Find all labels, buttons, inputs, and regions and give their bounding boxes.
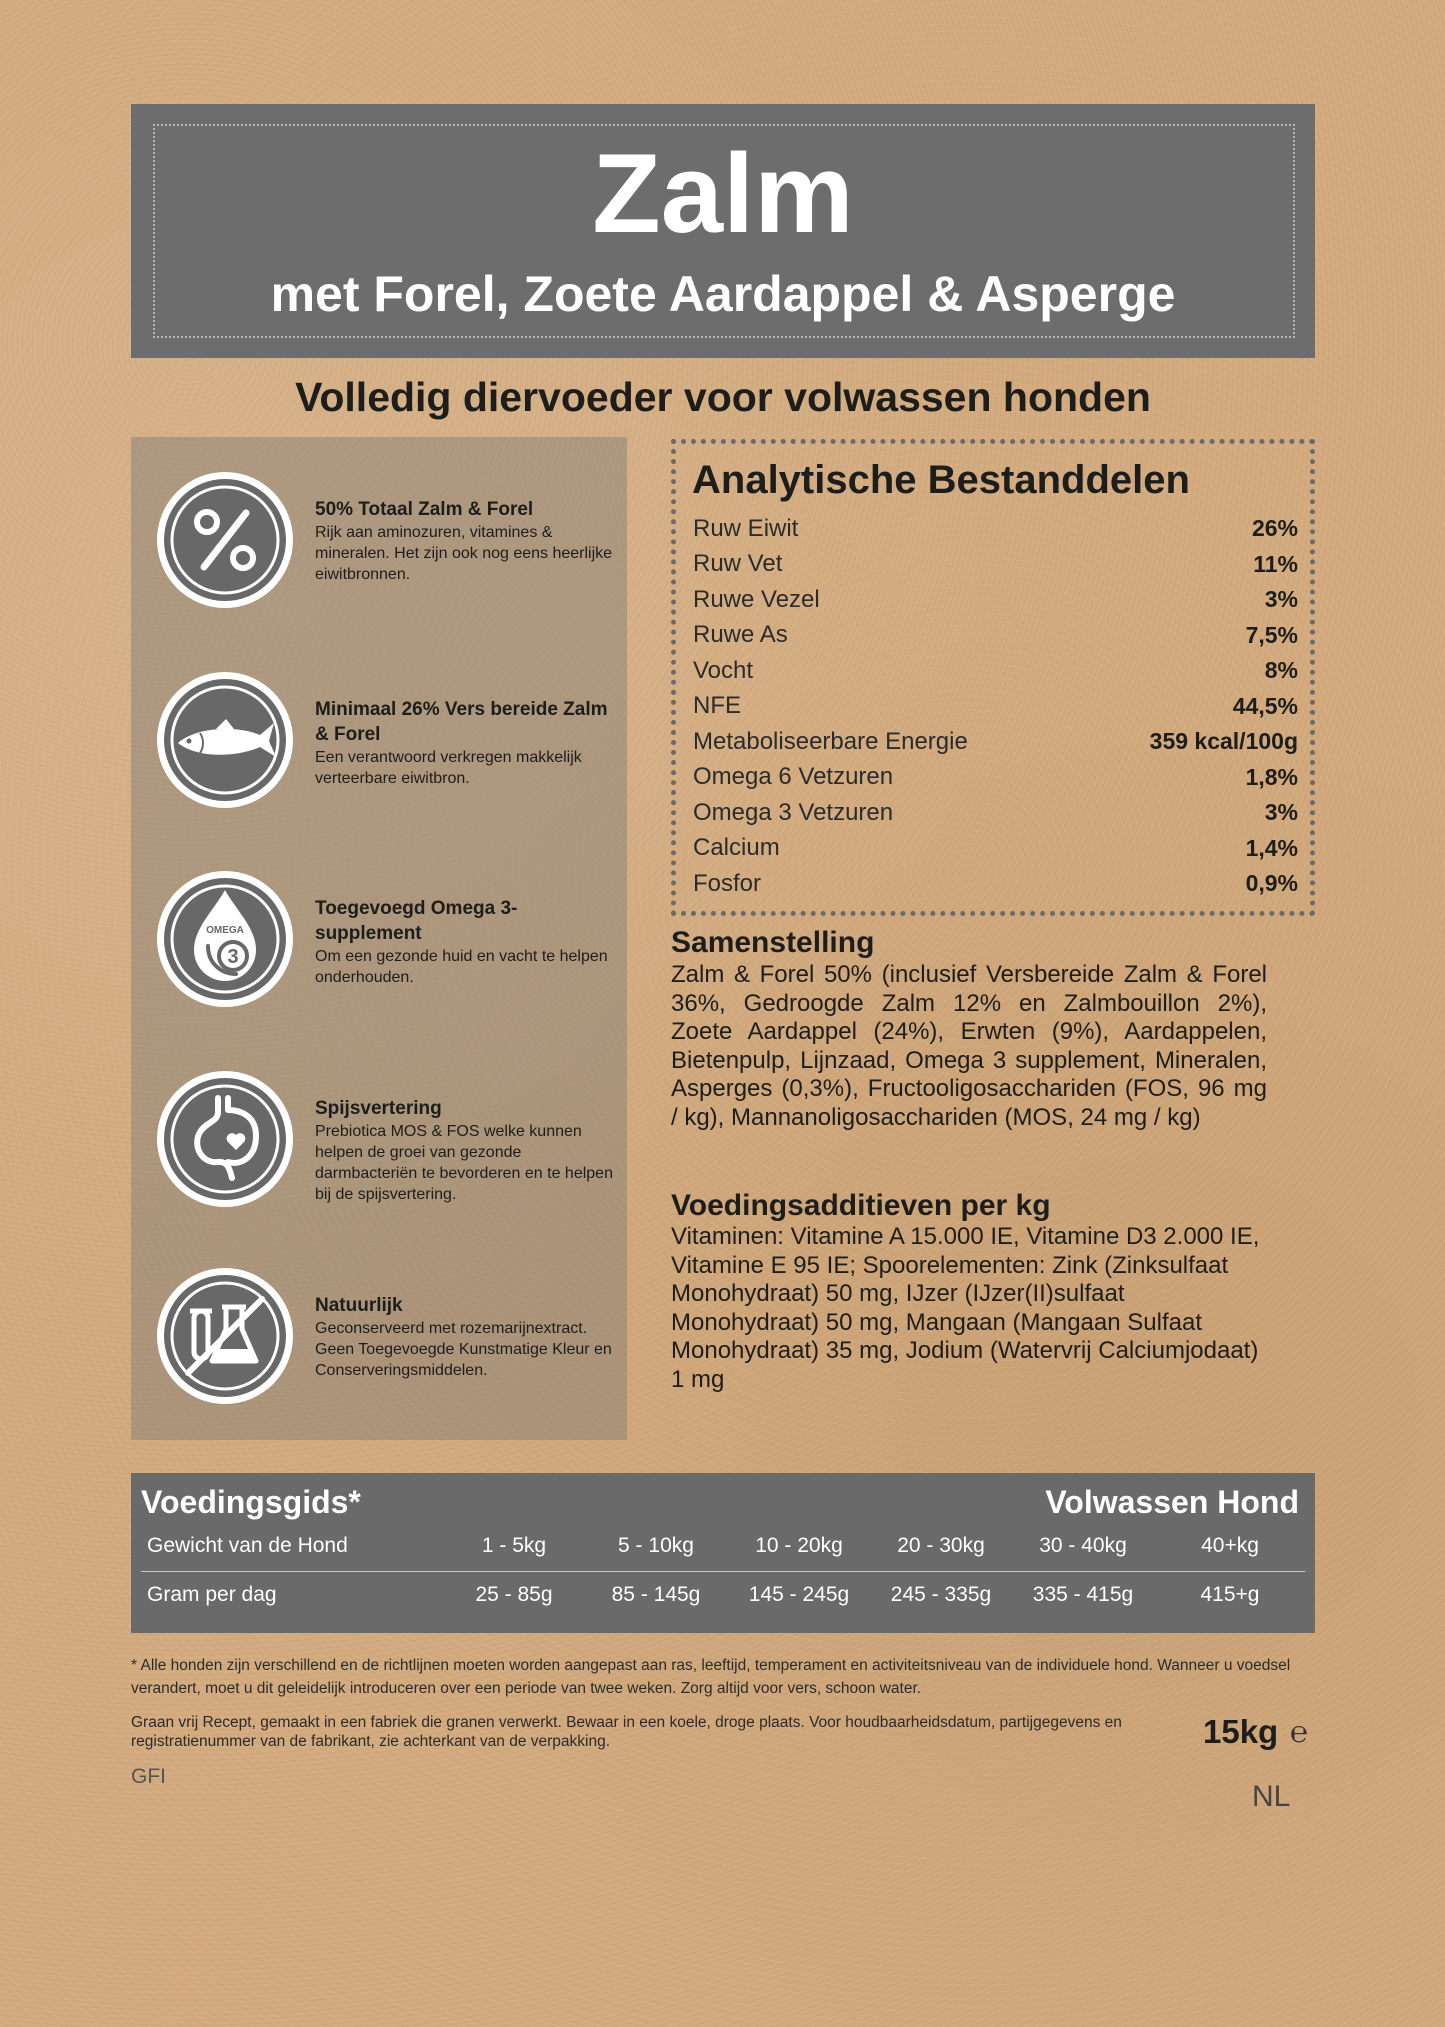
analytics-row bbox=[693, 831, 1298, 867]
guide-row-grams bbox=[131, 1575, 1315, 1615]
composition-title: Samenstelling bbox=[671, 926, 875, 959]
analytics-label: Ruw Eiwit bbox=[693, 514, 799, 542]
product-title: Zalm bbox=[592, 131, 854, 256]
analytics-value: 1,8% bbox=[1245, 763, 1298, 790]
tagline: Volledig diervoeder voor volwassen honden bbox=[295, 374, 1151, 420]
omega-icon-label: OMEGA bbox=[206, 925, 244, 936]
omega-3-drop-icon bbox=[156, 870, 294, 1008]
salmon-fish-icon bbox=[156, 671, 294, 809]
percent-icon bbox=[156, 471, 294, 609]
analytics-label: Vocht bbox=[693, 656, 754, 684]
analytics-label: Ruwe Vezel bbox=[693, 585, 820, 613]
feature-item bbox=[131, 1070, 627, 1210]
feeding-guide bbox=[131, 1473, 1315, 1633]
feature-description: Om een gezonde huid en vacht te helpen onderhouden. bbox=[315, 948, 608, 986]
analytics-value: 3% bbox=[1264, 586, 1298, 613]
feature-item bbox=[131, 471, 627, 611]
analytics-value: 7,5% bbox=[1245, 621, 1298, 648]
guide-cell: 25 - 85g bbox=[475, 1583, 553, 1606]
product-code: GFI bbox=[131, 1765, 166, 1788]
composition-text: Zalm & Forel 50% (inclusief Versbereide Zalm & Forel 36%, Gedroogde Zalm 12% en Zalmbouillon 2%), Zoete Aardappel (24%), Erwten (9%), Aardappelen, Bietenpulp, Lijnzaad, Omega 3 supplement, Mineralen, Asperges (0,3%), Fructooligosacchariden (FOS, 96 mg / kg), Mannanoligosacchariden (MOS, 24 mg / kg) bbox=[671, 961, 1267, 1131]
guide-cell: 85 - 145g bbox=[611, 1583, 701, 1606]
guide-cell: 145 - 245g bbox=[748, 1583, 850, 1606]
analytics-row bbox=[693, 582, 1298, 618]
analytics-row bbox=[693, 653, 1298, 689]
storage-info: Graan vrij Recept, gemaakt in een fabriek die granen verwerkt. Bewaar in een koele, droge plaats. Voor houdbaarheidsdatum, partijgegevens en registratienummer van de fabrikant, zie achterkant van de verpakking. bbox=[131, 1714, 1122, 1750]
analytics-value: 11% bbox=[1253, 550, 1298, 577]
analytics-row bbox=[693, 618, 1298, 654]
no-chemicals-flask-icon bbox=[156, 1267, 294, 1405]
analytics-row bbox=[693, 795, 1298, 831]
analytics-label: Omega 3 Vetzuren bbox=[693, 798, 894, 826]
guide-cell: 415+g bbox=[1200, 1583, 1260, 1606]
guide-divider bbox=[141, 1571, 1305, 1572]
feature-title: Natuurlijk bbox=[315, 1295, 403, 1316]
feeding-guide-title: Voedingsgids* bbox=[141, 1484, 361, 1520]
feature-item bbox=[131, 870, 627, 1010]
analytics-value: 26% bbox=[1251, 515, 1298, 542]
analytics-value: 359 kcal/100g bbox=[1149, 728, 1298, 755]
feature-description: Prebiotica MOS & FOS welke kunnen helpen de groei van gezonde darmbacteriën te bevorderen en te helpen bij de spijsvertering. bbox=[315, 1123, 613, 1203]
feature-title: Toegevoegd Omega 3-supplement bbox=[315, 898, 518, 944]
guide-cell: 5 - 10kg bbox=[618, 1534, 694, 1557]
stomach-heart-icon bbox=[156, 1070, 294, 1208]
analytics-value: 44,5% bbox=[1232, 692, 1298, 719]
analytics-row bbox=[693, 511, 1298, 547]
analytics-value: 0,9% bbox=[1245, 870, 1298, 897]
guide-cell: 20 - 30kg bbox=[897, 1534, 985, 1557]
guide-cell: 10 - 20kg bbox=[755, 1534, 843, 1557]
analytics-title: Analytische Bestanddelen bbox=[692, 458, 1190, 502]
feature-item bbox=[131, 1267, 627, 1407]
guide-row-label: Gewicht van de Hond bbox=[147, 1534, 348, 1557]
guide-cell: 1 - 5kg bbox=[481, 1534, 547, 1557]
analytics-value: 1,4% bbox=[1245, 834, 1298, 861]
analytics-label: Ruwe As bbox=[693, 621, 788, 649]
feeding-guide-subtitle: Volwassen Hond bbox=[1045, 1484, 1299, 1520]
analytics-value: 3% bbox=[1264, 799, 1298, 826]
guide-cell: 245 - 335g bbox=[890, 1583, 992, 1606]
feature-title: 50% Totaal Zalm & Forel bbox=[315, 499, 534, 520]
net-weight: 15kg bbox=[1203, 1713, 1279, 1750]
feature-item bbox=[131, 671, 627, 811]
omega-icon-number: 3 bbox=[227, 946, 239, 968]
analytics-label: Calcium bbox=[693, 834, 780, 862]
analytics-row bbox=[693, 689, 1298, 725]
analytics-label: Ruw Vet bbox=[693, 550, 783, 578]
analytics-row bbox=[693, 547, 1298, 583]
guide-row-label: Gram per dag bbox=[147, 1583, 277, 1606]
estimated-sign-icon: ℮ bbox=[1290, 1716, 1309, 1749]
analytics-value: 8% bbox=[1264, 657, 1298, 684]
analytics-label: Metaboliseerbare Energie bbox=[693, 727, 968, 755]
analytics-row bbox=[693, 866, 1298, 902]
guide-cell: 335 - 415g bbox=[1032, 1583, 1134, 1606]
features-panel bbox=[131, 437, 627, 1440]
analytics-table bbox=[693, 511, 1298, 902]
analytics-row bbox=[693, 760, 1298, 796]
language-code: NL bbox=[1252, 1780, 1291, 1813]
feature-description: Een verantwoord verkregen makkelijk verteerbare eiwitbron. bbox=[315, 749, 582, 787]
analytics-label: Omega 6 Vetzuren bbox=[693, 763, 894, 791]
additives-text: Vitaminen: Vitamine A 15.000 IE, Vitamine D3 2.000 IE, Vitamine E 95 IE; Spoorelementen: Zink (Zinksulfaat Monohydraat) 50 mg, IJzer (IJzer(II)sulfaat Monohydraat) 50 mg, Mangaan (Mangaan Sulfaat Monohydraat) 35 mg, Jodium (Watervrij Calciumjodaat) 1 mg bbox=[671, 1223, 1260, 1393]
analytics-row bbox=[693, 724, 1298, 760]
feature-description: Geconserveerd met rozemarijnextract. Geen Toegevoegde Kunstmatige Kleur en Conserveringsmiddelen. bbox=[315, 1320, 612, 1379]
footnote: * Alle honden zijn verschillend en de richtlijnen moeten worden aangepast aan ras, leeftijd, temperament en activiteitsniveau van de individuele hond. Wanneer u voedsel verandert, moet u dit geleidelijk introduceren over een periode van twee weken. Zorg altijd voor vers, schoon water. bbox=[131, 1657, 1291, 1697]
guide-row-weight bbox=[131, 1526, 1315, 1566]
analytics-label: Fosfor bbox=[693, 869, 762, 897]
product-subtitle: met Forel, Zoete Aardappel & Asperge bbox=[270, 266, 1176, 322]
feature-description: Rijk aan aminozuren, vitamines & mineralen. Het zijn ook nog eens heerlijke eiwitbronnen. bbox=[315, 524, 613, 583]
additives-title: Voedingsadditieven per kg bbox=[671, 1189, 1051, 1222]
feature-title: Minimaal 26% Vers bereide Zalm & Forel bbox=[315, 699, 608, 745]
feature-title: Spijsvertering bbox=[315, 1098, 442, 1119]
guide-cell: 40+kg bbox=[1201, 1534, 1259, 1557]
analytics-label: NFE bbox=[693, 692, 741, 720]
guide-cell: 30 - 40kg bbox=[1039, 1534, 1127, 1557]
